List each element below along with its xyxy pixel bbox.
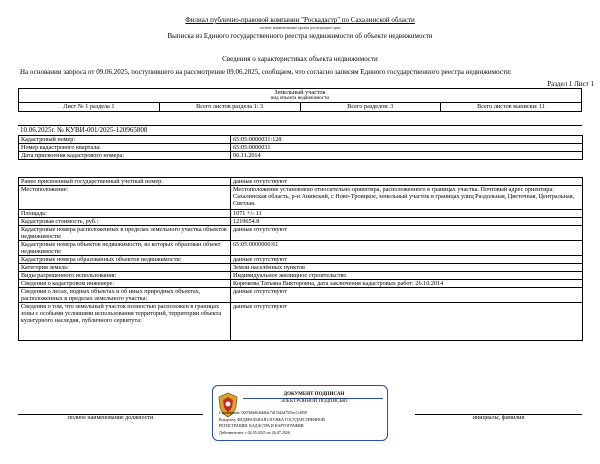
section-title: Сведения о характеристиках объекта недвижимости <box>222 55 378 63</box>
row-value: данные отсутствуют <box>231 288 583 303</box>
table-row <box>19 303 583 341</box>
object-type-caption: вид объекта недвижимости <box>19 96 582 103</box>
row-label: Кадастровый номер: <box>19 136 231 144</box>
row-label: Сведения о том, что земельный участок полностью расположен в границах зоны с особыми условиями использования территорий, территории объекта культурного наследия, публичного сервитута: <box>19 303 231 341</box>
summary-table <box>18 135 583 160</box>
table-row <box>19 288 583 303</box>
row-label: Кадастровые номера образованных объектов недвижимости: <box>19 256 231 264</box>
row-label: Сведения о лесах, водных объектах и об иных природных объектах, расположенных в пределах земельного участка: <box>19 288 231 303</box>
table-row <box>19 256 583 264</box>
row-value: 1071 +/- 11 <box>231 210 583 218</box>
doc-number: 10.06.2025г. № КУВИ-001/2025-120965808 <box>20 126 148 134</box>
table-row <box>19 226 583 241</box>
row-value: данные отсутствуют <box>231 256 583 264</box>
row-label: Местоположение: <box>19 186 231 210</box>
table-row <box>19 136 583 144</box>
row-value: данные отсутствуют <box>231 303 583 341</box>
position-caption: полное наименование должности <box>67 415 154 421</box>
table-row <box>19 178 583 186</box>
object-header-table <box>18 88 582 112</box>
table-row <box>19 218 583 226</box>
stamp-owner-2: РЕГИСТРАЦИИ, КАДАСТРА И КАРТОГРАФИИ <box>219 423 304 428</box>
row-label: Виды разрешенного использования: <box>19 272 231 280</box>
row-value: данные отсутствуют <box>231 226 583 241</box>
row-label: Кадастровая стоимость, руб.: <box>19 218 231 226</box>
table-row <box>19 272 583 280</box>
sheets-in-section: Всего листов раздела 1: 3 <box>159 103 300 112</box>
row-value: 65:05:0000000:61 <box>231 241 583 256</box>
row-label: Дата присвоения кадастрового номера: <box>19 152 231 160</box>
row-value: 65:05:0000031:128 <box>231 136 583 144</box>
row-value: Местоположение установлено относительно ориентира, расположенного в границах участка. Почтовый адрес ориентира: Сахалинская область, р-н Анивский, с Ново-Троицкое, земельный участок в границах улиц Раздольная, Цветочная, Центральная, Светлая. <box>231 186 583 210</box>
row-label: Номер кадастрового квартала: <box>19 144 231 152</box>
sections-total: Всего разделов: 3 <box>300 103 441 112</box>
table-row <box>19 144 583 152</box>
table-row <box>19 210 583 218</box>
name-caption: инициалы, фамилия <box>472 415 525 421</box>
table-row <box>19 152 583 160</box>
row-value: 65:05:0000031 <box>231 144 583 152</box>
sheets-total: Всего листов выписки: 11 <box>441 103 582 112</box>
row-label: Ранее присвоенный государственный учетный номер: <box>19 178 231 186</box>
object-type: Земельный участок <box>19 89 582 97</box>
row-label: Площадь: <box>19 210 231 218</box>
row-value: 1219654.8 <box>231 218 583 226</box>
document-title: Выписка из Единого государственного реестра недвижимости об объекте недвижимости <box>167 32 433 40</box>
section-indicator: Раздел 1 Лист 1 <box>547 80 594 88</box>
org-name: Филиал публично-правовой компании "Роскадастр" по Сахалинской области <box>185 16 415 24</box>
table-row <box>19 241 583 256</box>
row-label: Кадастровые номера расположенных в пределах земельного участка объектов недвижимости: <box>19 226 231 241</box>
request-line: На основании запроса от 09.06.2025, поступившего на рассмотрение 09.06.2025, сообщаем, что согласно записям Единого государственного реестра недвижимости: <box>20 68 512 76</box>
sheet-number: Лист № 1 раздела 1 <box>19 103 160 112</box>
details-table <box>18 177 583 341</box>
row-value: 06.11.2014 <box>231 152 583 160</box>
row-label: Кадастровые номера объектов недвижимости, из которых образован объект недвижимости: <box>19 241 231 256</box>
table-row <box>19 280 583 288</box>
row-value: Корюкова Татьяна Викторовна, дата заключения кадастровых работ: 26.10.2014 <box>231 280 583 288</box>
e-signature-stamp <box>212 385 388 441</box>
stamp-certificate: Сертификат: 00f7b6b8c8ddf4c7d15f42d75f5ec1c8f59 <box>219 410 308 415</box>
row-value: Индивидуальное жилищное строительство <box>231 272 583 280</box>
org-caption: полное наименование органа регистрации прав <box>259 25 341 30</box>
row-label: Сведения о кадастровом инженере: <box>19 280 231 288</box>
stamp-owner: Владелец: ФЕДЕРАЛЬНАЯ СЛУЖБА ГОСУДАРСТВЕННОЙ <box>219 417 325 422</box>
stamp-subtitle: ЭЛЕКТРОННОЙ ПОДПИСЬЮ <box>280 399 348 404</box>
row-label: Категория земель: <box>19 264 231 272</box>
stamp-validity: Действителен: с 02.05.2025 по 26.07.2026 <box>219 430 290 435</box>
row-value: данные отсутствуют <box>231 178 583 186</box>
row-value: Земли населённых пунктов <box>231 264 583 272</box>
stamp-title: ДОКУМЕНТ ПОДПИСАН <box>283 392 345 397</box>
table-row <box>19 264 583 272</box>
table-row <box>19 186 583 210</box>
